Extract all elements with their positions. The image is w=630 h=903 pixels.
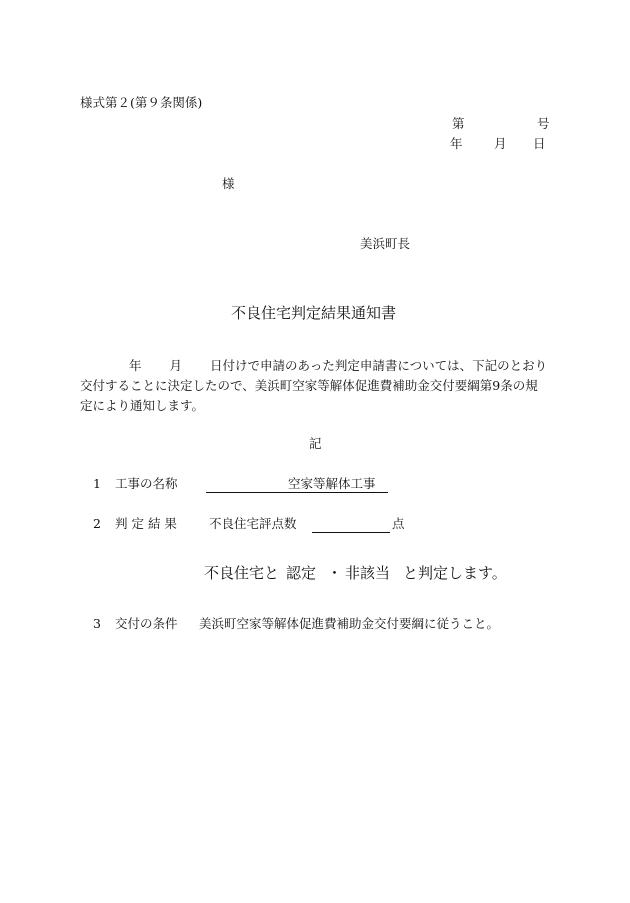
judgment-separator: ・ xyxy=(327,564,343,582)
date-day: 日 xyxy=(533,136,546,151)
judgment-prefix: 不良住宅と xyxy=(204,564,280,582)
number-go: 号 xyxy=(537,116,550,131)
body-line3: 定により通知します。 xyxy=(80,398,205,413)
judgment-suffix: と判定します。 xyxy=(403,564,507,582)
score-blank xyxy=(312,518,390,533)
document-title: 不良住宅判定結果通知書 xyxy=(231,304,397,322)
item-3-value: 美浜町空家等解体促進費補助金交付要綱に従うこと。 xyxy=(199,616,500,631)
item-2-number: 2 xyxy=(93,516,101,531)
item-3-label: 交付の条件 xyxy=(115,616,178,631)
item-2-label: 判 定 結 果 xyxy=(115,516,177,531)
item-1-value: 空家等解体工事 xyxy=(288,476,376,491)
ki-heading: 記 xyxy=(309,436,322,451)
body-month: 月 xyxy=(169,358,183,373)
item-2-value-suffix: 点 xyxy=(392,516,405,531)
item-1-label: 工事の名称 xyxy=(115,476,178,491)
body-paragraph xyxy=(80,356,552,416)
body-line2: 交付することに決定したので、美浜町空家等解体促進費補助金交付要綱第9条の規 xyxy=(80,378,538,393)
date-year: 年 xyxy=(450,136,463,151)
addressee-suffix: 様 xyxy=(222,176,235,191)
form-label: 様式第２(第９条関係) xyxy=(80,95,203,110)
item-3-number: 3 xyxy=(93,616,101,631)
body-line1: 日付けで申請のあった判定申請書については、下記のとおり xyxy=(210,358,548,373)
judgment-option-not-applicable: 非該当 xyxy=(345,564,391,582)
sender: 美浜町長 xyxy=(360,236,411,251)
judgment-option-certify: 認定 xyxy=(286,564,317,582)
body-year: 年 xyxy=(129,358,142,373)
date-month: 月 xyxy=(494,136,507,151)
item-2-value-prefix: 不良住宅評点数 xyxy=(209,516,297,531)
item-1-number: 1 xyxy=(93,476,101,491)
number-dai: 第 xyxy=(452,116,465,131)
